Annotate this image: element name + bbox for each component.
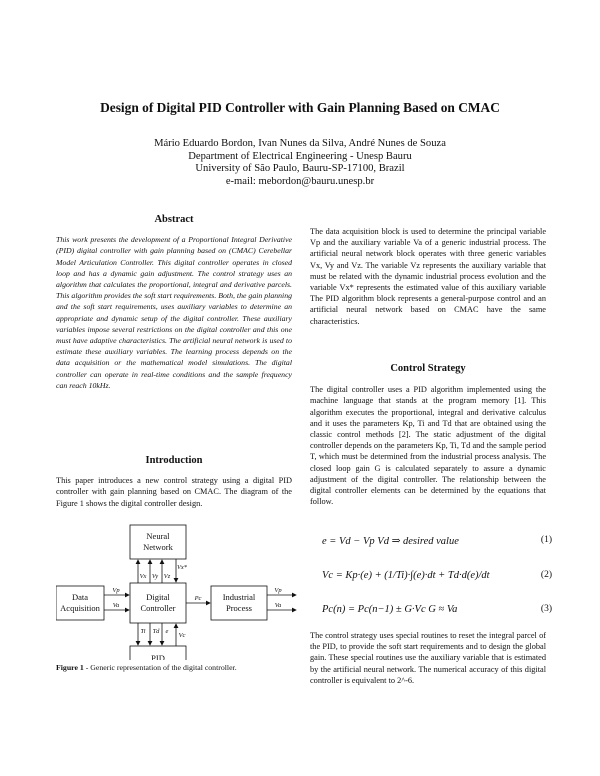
signal-va-out: Va <box>274 602 282 609</box>
figure-1-caption <box>56 663 306 672</box>
equation-1 <box>322 535 552 547</box>
signal-vx: Vx <box>139 573 147 580</box>
author-names: Mário Eduardo Bordon, Ivan Nunes da Silva, André Nunes de Souza <box>154 138 446 149</box>
digital-label-1: Digital <box>146 592 170 602</box>
industrial-label-1: Industrial <box>222 592 256 602</box>
equation-2-number: (2) <box>540 570 552 580</box>
equation-2 <box>322 570 552 581</box>
signal-vx-star: Vx* <box>176 564 188 571</box>
figure-1-diagram <box>56 520 301 660</box>
signal-vp-out: Vp <box>274 587 282 594</box>
equation-1-text: e = Vd − Vp Vd ⇒ desired value <box>322 536 459 547</box>
signal-e: e <box>165 628 169 635</box>
acq-label-1: Data <box>71 592 89 602</box>
introduction-section <box>56 455 292 509</box>
author-university: University of São Paulo, Bauru-SP-17100, Brazil <box>195 163 405 175</box>
author-email: e-mail: mebordon@bauru.unesp.br <box>225 175 375 187</box>
neural-label-2: Network <box>143 542 173 552</box>
digital-label-2: Controller <box>140 603 176 613</box>
signal-va: Va <box>112 602 120 609</box>
control-strategy-text-2: The control strategy uses special routines to reset the integral parcel of the PID, to provide the soft start requirements and to design the global gain. These special routines use the auxiliary variable that is estimated by the artificial neural network. The numerical accuracy of this digital controller is equivalent to 2^-6. <box>310 631 546 685</box>
signal-vc: Vc <box>178 632 186 639</box>
introduction-text: This paper introduces a new control strategy using a digital PID controller with gain planning based on CMAC. The diagram of the Figure 1 shows the digital controller design. <box>56 476 292 508</box>
abstract-heading: Abstract <box>154 214 194 225</box>
control-strategy-text-1: The digital controller uses a PID algorithm implemented using the machine language that stands at the program memory [1]. This algorithm executes the proportional, integral and derivative calculus and it uses the parameters Kp, Ti and Td that are obtained using the classic control methods [2]. The static adjustment of the digital controller depends on the parameters Kp, Ti, Td and the sample period T, which must be determined from the industrial process analysis. The closed loop gain G is calculated separately to assure a dynamic adjustment of the digital controller. The relationship between the digital controller elements can be determined by the equations that follow. <box>310 385 546 507</box>
neural-label-1: Neural <box>146 531 170 541</box>
industrial-label-2: Process <box>226 603 252 613</box>
figure-caption-label: Figure 1 <box>56 663 84 672</box>
equation-1-number: (1) <box>540 535 552 545</box>
equation-2-text: Vc = Kp·(e) + (1/Ti)·∫(e)·dt + Td·d(e)/dt <box>322 570 490 581</box>
acq-label-2: Acquisition <box>60 603 100 613</box>
signal-ti: Ti <box>140 628 146 635</box>
figure-caption-text: - Generic representation of the digital controller. <box>83 663 237 672</box>
paper-title: Design of Digital PID Controller with Gain Planning Based on CMAC <box>100 100 500 115</box>
equation-3-text: Pc(n) = Pc(n−1) ± G·Vc G ≈ Va <box>322 604 458 615</box>
right-intro-text: The data acquisition block is used to determine the principal variable Vp and the auxiliary variable Va of a generic industrial process. The artificial neural network block operates with three generic variables Vx, Vy and Vz. The variable Vz represents the auxiliary variable that must be related with the dynamic industrial process evolution and the variable Vx* represents the estimated value of this auxiliary variable The PID algorithm block represents a general-purpose control and an artificial neural network based on CMAC have the same characteristics. <box>310 227 546 326</box>
equation-3-number: (3) <box>540 604 552 614</box>
control-strategy-section <box>310 363 546 507</box>
pid-label-1: PID <box>151 653 165 660</box>
signal-vy: Vy <box>151 573 159 580</box>
control-strategy-heading: Control Strategy <box>390 363 466 374</box>
signal-pc: Pc <box>194 595 202 602</box>
signal-td: Td <box>152 628 160 635</box>
equation-3 <box>322 604 552 615</box>
signal-vz: Vz <box>163 573 171 580</box>
right-intro-section <box>310 226 546 327</box>
abstract-text: This work presents the development of a Proportional Integral Derivative (PID) digital controller with gain planning based on (CMAC) Cerebellar Model Articulation Controller. This digital controller operates in closed loop and has a dynamic gain adjustment. The control strategy uses an algorithm that calculates the proportional, integral and derivative parcels. This algorithm provides the soft start requirements. Both, the gain planning and the soft start requirements, uses auxiliary variables to determine an appropriate and dynamic setup of the digital controller. These auxiliary variables impose several restrictions on the digital controller and this one must have adaptive characteristics. The artificial neural network is used to estimate these auxiliary variables. The learning process depends on the data acquisition or the mathematical model simulations. The digital controller can operate in real-time conditions and the sample frequency can reach 10kHz. <box>56 235 292 390</box>
signal-vp: Vp <box>112 587 120 594</box>
author-block <box>100 138 500 188</box>
author-department: Department of Electrical Engineering - Unesp Bauru <box>188 150 412 162</box>
control-strategy-section-2 <box>310 630 546 686</box>
abstract-section <box>56 214 292 391</box>
introduction-heading: Introduction <box>145 455 203 466</box>
